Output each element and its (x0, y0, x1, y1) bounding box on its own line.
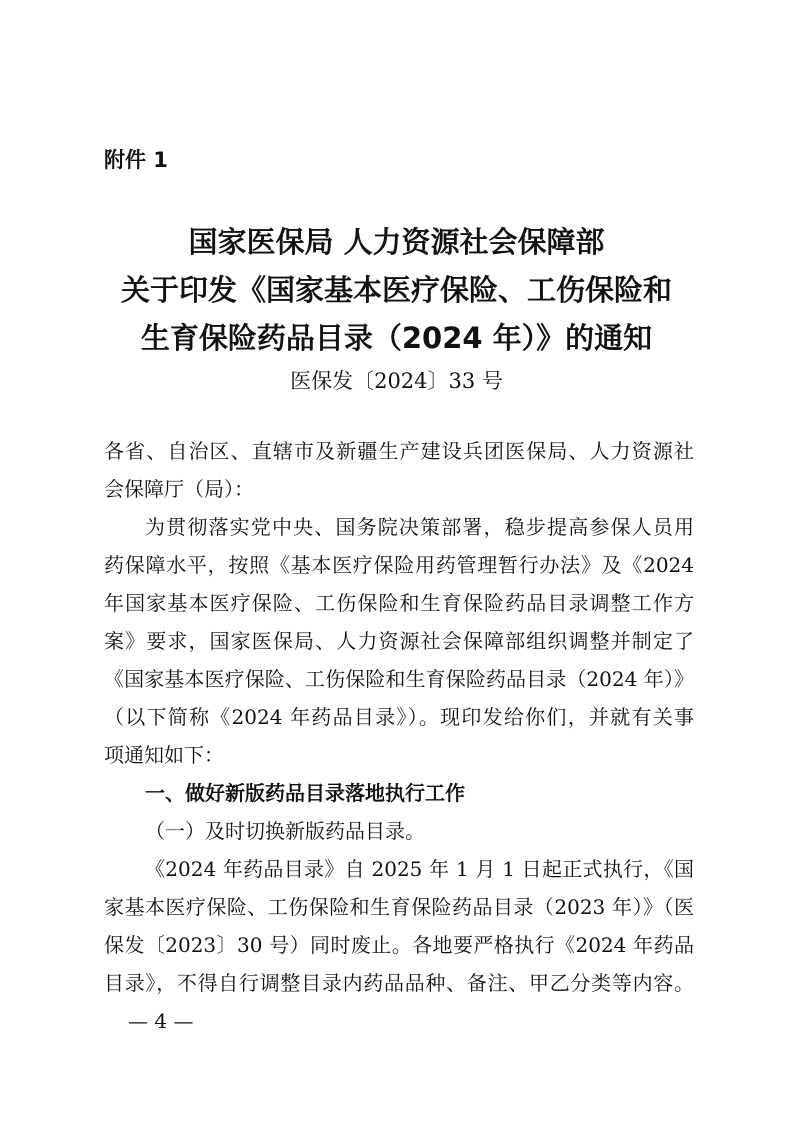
paragraph-1-line-3: 年国家基本医疗保险、工伤保险和生育保险药品目录调整工作方 (104, 591, 694, 615)
document-number: 医保发〔2024〕33 号 (290, 369, 503, 393)
title-line-2: 关于印发《国家基本医疗保险、工伤保险和 (120, 273, 672, 307)
attachment-label: 附件 1 (104, 148, 168, 172)
paragraph-1-line-5: 《国家基本医疗保险、工伤保险和生育保险药品目录（2024 年）》 (104, 667, 694, 691)
paragraph-2-line-4: 目录》，不得自行调整目录内药品品种、备注、甲乙分类等内容。 (104, 971, 694, 995)
paragraph-2-line-3: 保发〔2023〕30 号）同时废止。各地要严格执行《2024 年药品 (104, 933, 694, 957)
paragraph-1-line-1: 为贯彻落实党中央、国务院决策部署，稳步提高参保人员用 (145, 515, 694, 539)
paragraph-1-line-7: 项通知如下： (104, 743, 224, 767)
title-line-3: 生育保险药品目录（2024 年）》的通知 (140, 321, 653, 355)
paragraph-2-line-2: 家基本医疗保险、工伤保险和生育保险药品目录（2023 年）》（医 (104, 895, 694, 919)
paragraph-1-line-2: 药保障水平，按照《基本医疗保险用药管理暂行办法》及《2024 (104, 553, 694, 577)
paragraph-1-line-6: （以下简称《2024 年药品目录》）。现印发给你们，并就有关事 (104, 705, 694, 729)
addressee-line-2: 会保障厅（局）： (104, 477, 254, 501)
paragraph-2-line-1: 《2024 年药品目录》自 2025 年 1 月 1 日起正式执行，《国 (145, 857, 694, 881)
page-number: — 4 — (128, 1009, 194, 1033)
subsection-heading: （一）及时切换新版药品目录。 (145, 819, 425, 843)
section-heading: 一、做好新版药品目录落地执行工作 (145, 781, 465, 805)
title-line-1: 国家医保局 人力资源社会保障部 (188, 225, 605, 259)
paragraph-1-line-4: 案》要求，国家医保局、人力资源社会保障部组织调整并制定了 (104, 629, 694, 653)
addressee-line-1: 各省、自治区、直辖市及新疆生产建设兵团医保局、人力资源社 (104, 439, 694, 463)
